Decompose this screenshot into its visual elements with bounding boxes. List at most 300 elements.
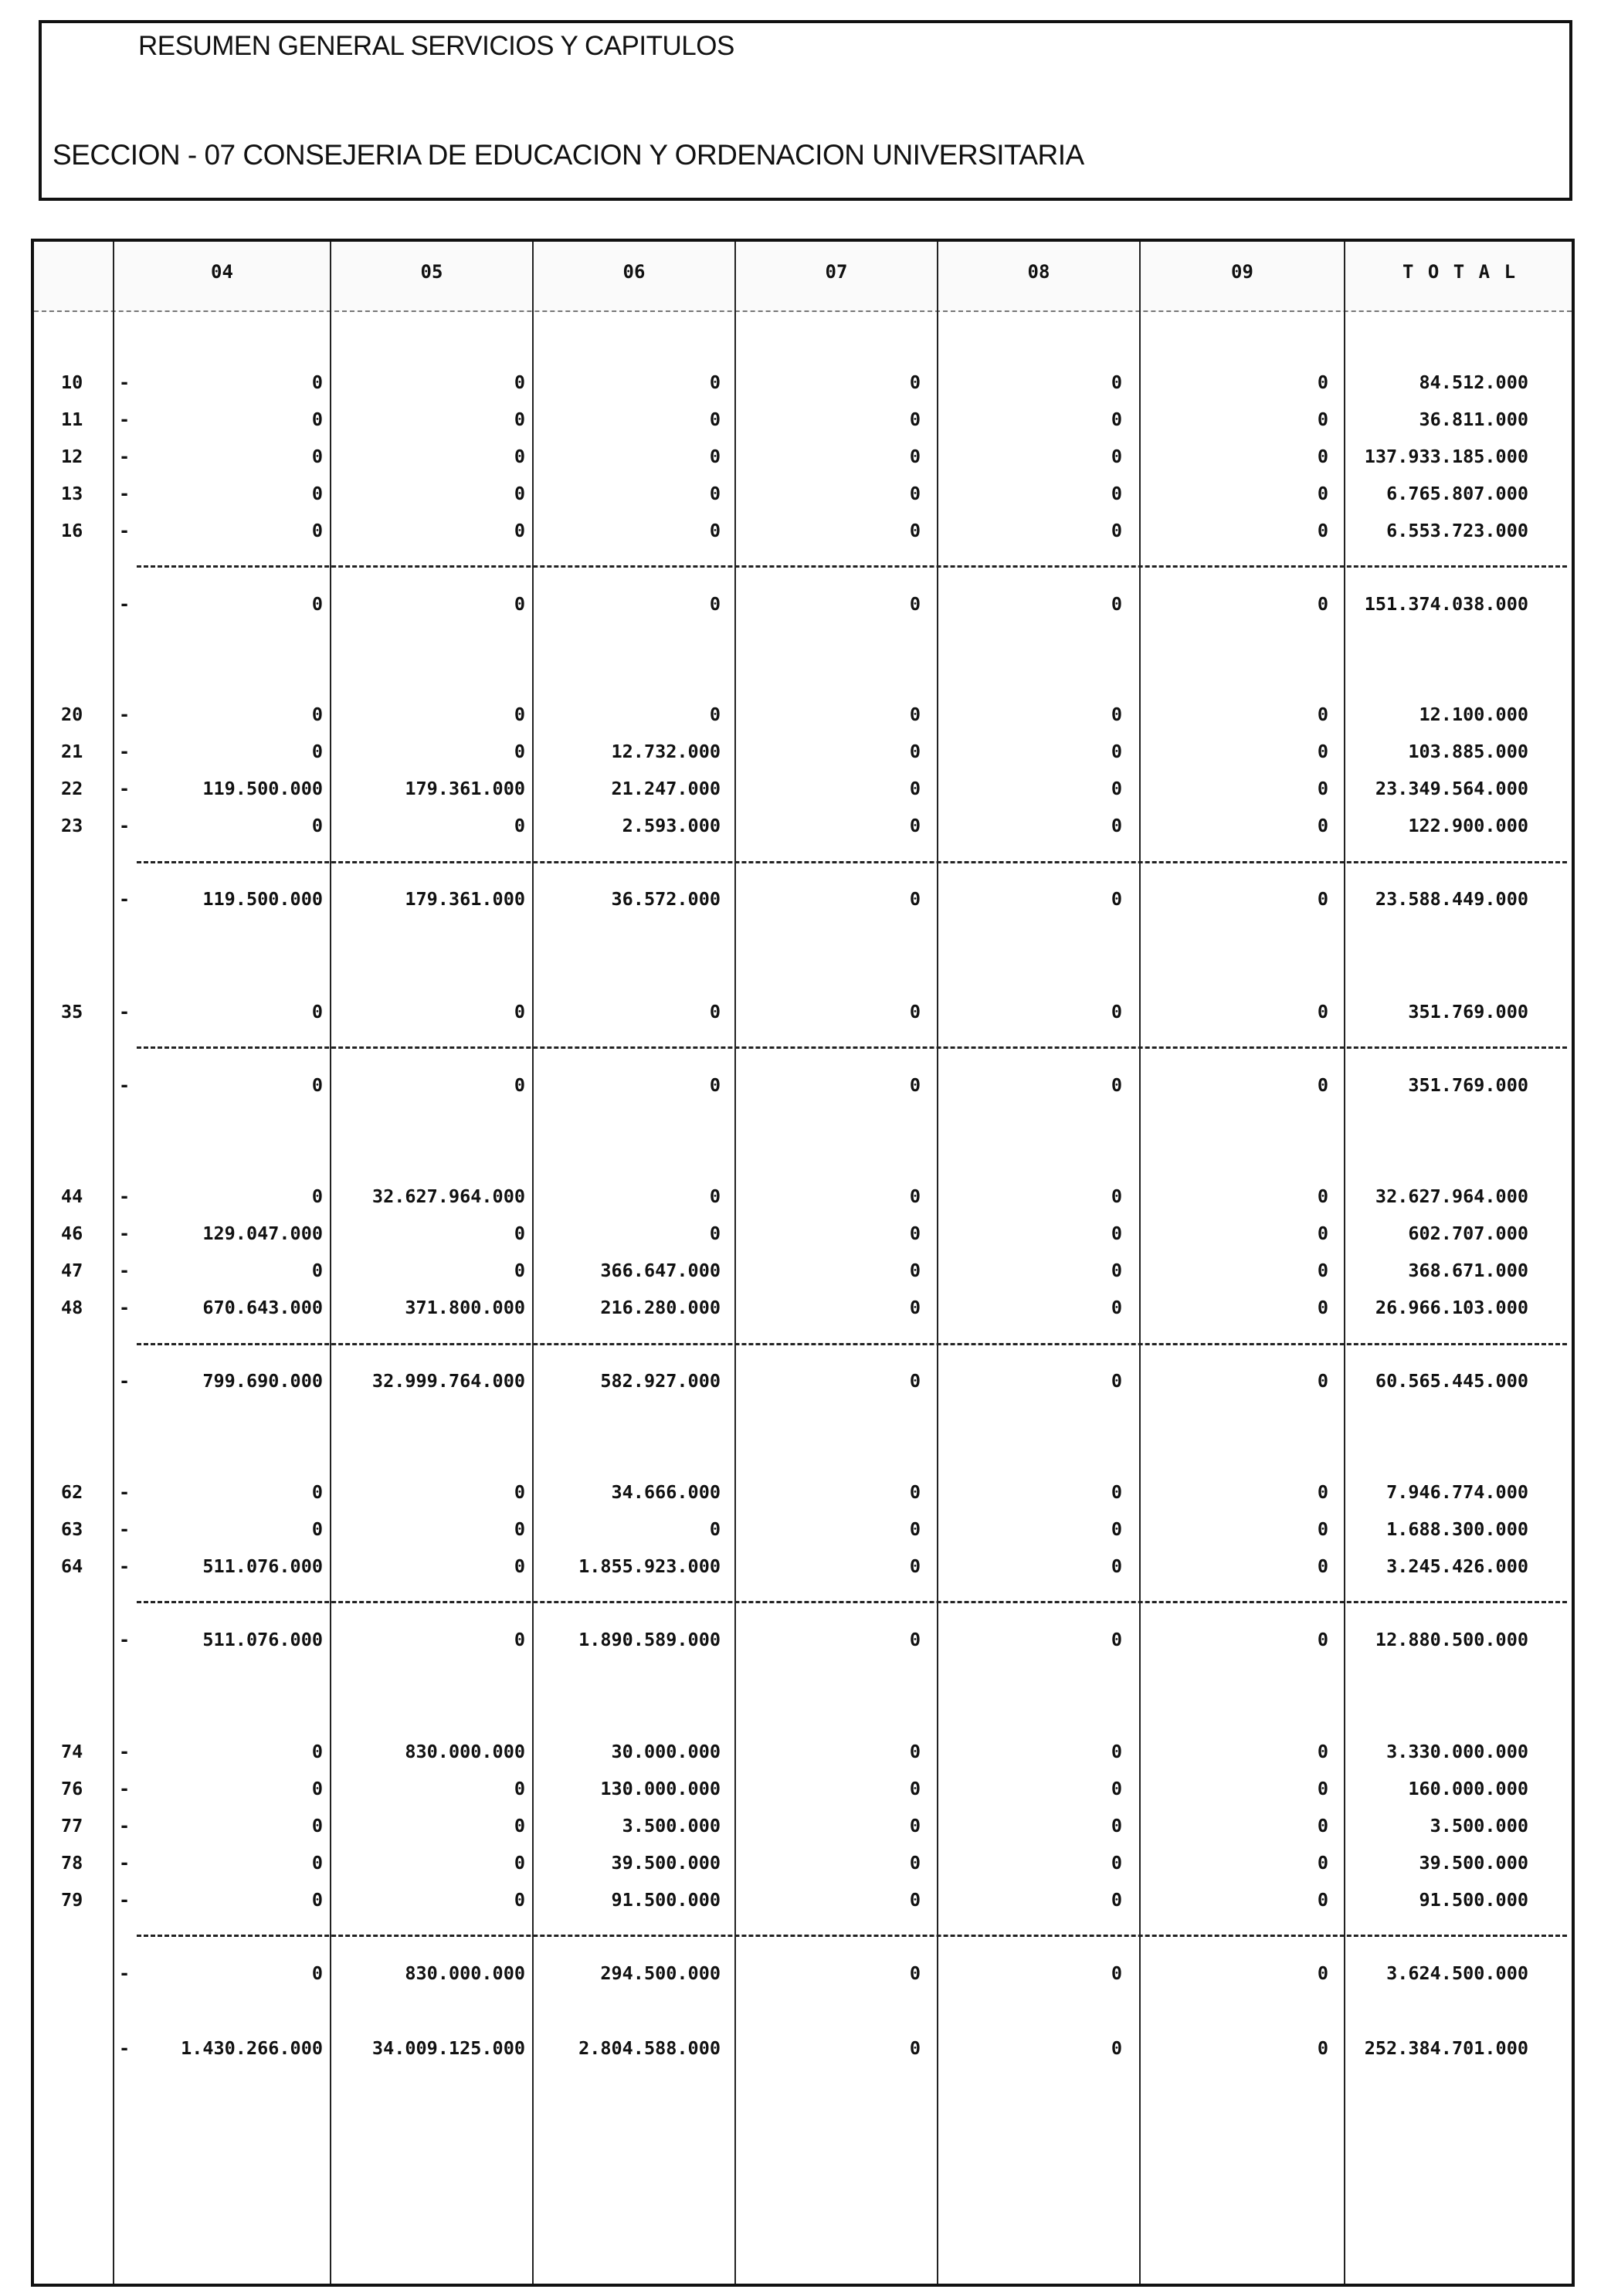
cell-value: 60.565.445.000 xyxy=(1375,1370,1528,1392)
cell-value: 0 xyxy=(1317,1629,1328,1650)
cell-value: 0 xyxy=(909,1001,921,1023)
table-row xyxy=(34,1512,1572,1546)
row-code: 22 xyxy=(61,778,83,799)
cell-value: 0 xyxy=(311,1001,323,1023)
row-code: 11 xyxy=(61,409,83,430)
table-row xyxy=(34,1290,1572,1324)
table-row xyxy=(34,402,1572,436)
cell-value: 602.707.000 xyxy=(1408,1223,1528,1244)
cell-value: 0 xyxy=(709,1001,721,1023)
cell-value: 0 xyxy=(1111,1297,1122,1318)
table-row xyxy=(34,1735,1572,1769)
cell-value: 0 xyxy=(1111,1518,1122,1540)
cell-value: 0 xyxy=(1317,593,1328,615)
row-dash: - xyxy=(119,1185,131,1207)
cell-value: 0 xyxy=(1317,1741,1328,1762)
subtotal-row xyxy=(34,587,1572,621)
row-code: 64 xyxy=(61,1555,83,1577)
cell-value: 0 xyxy=(311,815,323,836)
cell-value: 0 xyxy=(311,1815,323,1836)
cell-value: 0 xyxy=(909,371,921,393)
cell-value: 0 xyxy=(514,1260,525,1281)
cell-value: 0 xyxy=(1111,593,1122,615)
table-row xyxy=(34,1216,1572,1250)
cell-value: 830.000.000 xyxy=(405,1962,525,1984)
cell-value: 0 xyxy=(709,1518,721,1540)
cell-value: 0 xyxy=(514,1629,525,1650)
cell-value: 0 xyxy=(1111,1185,1122,1207)
cell-value: 0 xyxy=(909,1555,921,1577)
table-row xyxy=(34,1179,1572,1213)
cell-value: 0 xyxy=(1317,815,1328,836)
cell-value: 0 xyxy=(514,1852,525,1874)
cell-value: 0 xyxy=(1317,1370,1328,1392)
cell-value: 160.000.000 xyxy=(1408,1778,1528,1799)
table-row xyxy=(34,1475,1572,1509)
cell-value: 0 xyxy=(514,1555,525,1577)
row-dash: - xyxy=(119,1001,131,1023)
cell-value: 91.500.000 xyxy=(611,1889,721,1911)
table-row xyxy=(34,697,1572,731)
table-row xyxy=(34,439,1572,473)
cell-value: 351.769.000 xyxy=(1408,1074,1528,1096)
cell-value: 0 xyxy=(311,1962,323,1984)
row-code: 44 xyxy=(61,1185,83,1207)
cell-value: 0 xyxy=(311,1778,323,1799)
cell-value: 0 xyxy=(1111,1481,1122,1503)
cell-value: 0 xyxy=(909,2037,921,2059)
cell-value: 582.927.000 xyxy=(600,1370,721,1392)
table-row xyxy=(34,772,1572,805)
cell-value: 799.690.000 xyxy=(202,1370,323,1392)
cell-value: 0 xyxy=(514,409,525,430)
cell-value: 294.500.000 xyxy=(600,1962,721,1984)
row-code: 10 xyxy=(61,371,83,393)
table-row xyxy=(34,1809,1572,1843)
cell-value: 12.732.000 xyxy=(611,741,721,762)
cell-value: 34.666.000 xyxy=(611,1481,721,1503)
cell-value: 0 xyxy=(909,1481,921,1503)
cell-value: 0 xyxy=(514,1518,525,1540)
row-code: 47 xyxy=(61,1260,83,1281)
cell-value: 0 xyxy=(311,1481,323,1503)
cell-value: 0 xyxy=(709,1074,721,1096)
cell-value: 0 xyxy=(1111,1889,1122,1911)
row-code: 23 xyxy=(61,815,83,836)
column-header: 04 xyxy=(211,261,233,283)
row-dash: - xyxy=(119,446,131,467)
row-dash: - xyxy=(119,1741,131,1762)
subtotal-row xyxy=(34,2031,1572,2065)
cell-value: 0 xyxy=(1111,815,1122,836)
cell-value: 0 xyxy=(514,593,525,615)
cell-value: 0 xyxy=(1111,1260,1122,1281)
cell-value: 0 xyxy=(1111,1555,1122,1577)
cell-value: 0 xyxy=(909,483,921,504)
cell-value: 0 xyxy=(514,1223,525,1244)
cell-value: 0 xyxy=(909,741,921,762)
cell-value: 368.671.000 xyxy=(1408,1260,1528,1281)
cell-value: 0 xyxy=(1111,1852,1122,1874)
cell-value: 0 xyxy=(909,888,921,910)
cell-value: 0 xyxy=(311,1852,323,1874)
cell-value: 0 xyxy=(909,815,921,836)
subtotal-separator xyxy=(137,1935,1567,1937)
cell-value: 0 xyxy=(909,1962,921,1984)
cell-value: 0 xyxy=(311,371,323,393)
subtotal-separator xyxy=(137,1046,1567,1049)
cell-value: 1.688.300.000 xyxy=(1386,1518,1528,1540)
row-code: 63 xyxy=(61,1518,83,1540)
row-dash: - xyxy=(119,1074,131,1096)
cell-value: 0 xyxy=(909,1852,921,1874)
cell-value: 12.100.000 xyxy=(1419,704,1528,725)
cell-value: 0 xyxy=(311,593,323,615)
table-row xyxy=(34,734,1572,768)
subtotal-separator xyxy=(137,565,1567,568)
cell-value: 36.811.000 xyxy=(1419,409,1528,430)
cell-value: 371.800.000 xyxy=(405,1297,525,1318)
cell-value: 0 xyxy=(311,483,323,504)
cell-value: 3.500.000 xyxy=(1430,1815,1528,1836)
row-dash: - xyxy=(119,1370,131,1392)
cell-value: 511.076.000 xyxy=(202,1629,323,1650)
cell-value: 0 xyxy=(1317,741,1328,762)
row-dash: - xyxy=(119,1852,131,1874)
row-dash: - xyxy=(119,1260,131,1281)
cell-value: 0 xyxy=(311,446,323,467)
section-title: SECCION - 07 CONSEJERIA DE EDUCACION Y ORDENACION UNIVERSITARIA xyxy=(53,139,1084,171)
cell-value: 122.900.000 xyxy=(1408,815,1528,836)
cell-value: 0 xyxy=(1317,1889,1328,1911)
row-code: 35 xyxy=(61,1001,83,1023)
row-dash: - xyxy=(119,1815,131,1836)
cell-value: 0 xyxy=(311,741,323,762)
cell-value: 0 xyxy=(909,409,921,430)
cell-value: 0 xyxy=(1111,1629,1122,1650)
cell-value: 0 xyxy=(1317,1778,1328,1799)
subtotal-row xyxy=(34,882,1572,916)
cell-value: 3.500.000 xyxy=(622,1815,721,1836)
subtotal-separator xyxy=(137,1601,1567,1603)
row-code: 20 xyxy=(61,704,83,725)
row-dash: - xyxy=(119,815,131,836)
cell-value: 0 xyxy=(311,1260,323,1281)
cell-value: 0 xyxy=(909,1741,921,1762)
cell-value: 6.765.807.000 xyxy=(1386,483,1528,504)
row-code: 13 xyxy=(61,483,83,504)
cell-value: 252.384.701.000 xyxy=(1364,2037,1528,2059)
cell-value: 26.966.103.000 xyxy=(1375,1297,1528,1318)
cell-value: 0 xyxy=(1317,1852,1328,1874)
cell-value: 151.374.038.000 xyxy=(1364,593,1528,615)
cell-value: 0 xyxy=(909,446,921,467)
row-dash: - xyxy=(119,520,131,541)
cell-value: 0 xyxy=(709,371,721,393)
cell-value: 0 xyxy=(909,520,921,541)
cell-value: 0 xyxy=(1317,1297,1328,1318)
cell-value: 0 xyxy=(709,409,721,430)
cell-value: 0 xyxy=(514,371,525,393)
cell-value: 0 xyxy=(514,1481,525,1503)
cell-value: 0 xyxy=(1317,1481,1328,1503)
cell-value: 0 xyxy=(1317,1260,1328,1281)
cell-value: 84.512.000 xyxy=(1419,371,1528,393)
cell-value: 0 xyxy=(1111,1223,1122,1244)
table-row xyxy=(34,1772,1572,1806)
column-header: 08 xyxy=(1027,261,1050,283)
cell-value: 6.553.723.000 xyxy=(1386,520,1528,541)
row-dash: - xyxy=(119,371,131,393)
cell-value: 137.933.185.000 xyxy=(1364,446,1528,467)
row-dash: - xyxy=(119,888,131,910)
cell-value: 0 xyxy=(1111,778,1122,799)
row-code: 76 xyxy=(61,1778,83,1799)
row-code: 77 xyxy=(61,1815,83,1836)
column-header: 07 xyxy=(825,261,848,283)
table-row xyxy=(34,365,1572,399)
cell-value: 0 xyxy=(514,520,525,541)
cell-value: 0 xyxy=(709,446,721,467)
cell-value: 0 xyxy=(1317,371,1328,393)
cell-value: 0 xyxy=(514,815,525,836)
cell-value: 2.593.000 xyxy=(622,815,721,836)
cell-value: 0 xyxy=(709,520,721,541)
cell-value: 0 xyxy=(1111,1370,1122,1392)
subtotal-row xyxy=(34,1364,1572,1398)
subtotal-separator xyxy=(137,861,1567,863)
cell-value: 0 xyxy=(1317,1555,1328,1577)
cell-value: 0 xyxy=(514,1778,525,1799)
row-code: 16 xyxy=(61,520,83,541)
cell-value: 0 xyxy=(311,1074,323,1096)
cell-value: 23.588.449.000 xyxy=(1375,888,1528,910)
cell-value: 23.349.564.000 xyxy=(1375,778,1528,799)
cell-value: 39.500.000 xyxy=(611,1852,721,1874)
cell-value: 32.999.764.000 xyxy=(371,1370,525,1392)
row-code: 48 xyxy=(61,1297,83,1318)
cell-value: 830.000.000 xyxy=(405,1741,525,1762)
cell-value: 0 xyxy=(909,1297,921,1318)
cell-value: 0 xyxy=(1111,520,1122,541)
cell-value: 0 xyxy=(1111,1001,1122,1023)
cell-value: 91.500.000 xyxy=(1419,1889,1528,1911)
table-row xyxy=(34,1549,1572,1583)
row-dash: - xyxy=(119,1889,131,1911)
cell-value: 0 xyxy=(1111,409,1122,430)
cell-value: 0 xyxy=(709,483,721,504)
cell-value: 0 xyxy=(514,1815,525,1836)
cell-value: 670.643.000 xyxy=(202,1297,323,1318)
cell-value: 0 xyxy=(1317,1001,1328,1023)
row-code: 79 xyxy=(61,1889,83,1911)
cell-value: 0 xyxy=(1317,1223,1328,1244)
table-row xyxy=(34,476,1572,510)
cell-value: 0 xyxy=(1317,1074,1328,1096)
cell-value: 179.361.000 xyxy=(405,778,525,799)
cell-value: 0 xyxy=(909,1629,921,1650)
table-row xyxy=(34,1253,1572,1287)
cell-value: 0 xyxy=(909,1185,921,1207)
cell-value: 0 xyxy=(311,1741,323,1762)
row-code: 46 xyxy=(61,1223,83,1244)
table-row xyxy=(34,514,1572,548)
cell-value: 0 xyxy=(311,1185,323,1207)
cell-value: 21.247.000 xyxy=(611,778,721,799)
cell-value: 119.500.000 xyxy=(202,888,323,910)
cell-value: 0 xyxy=(1111,2037,1122,2059)
cell-value: 351.769.000 xyxy=(1408,1001,1528,1023)
cell-value: 7.946.774.000 xyxy=(1386,1481,1528,1503)
column-header: 05 xyxy=(420,261,443,283)
cell-value: 0 xyxy=(1317,704,1328,725)
cell-value: 1.890.589.000 xyxy=(578,1629,721,1650)
table-row xyxy=(34,995,1572,1029)
row-dash: - xyxy=(119,1778,131,1799)
cell-value: 1.855.923.000 xyxy=(578,1555,721,1577)
cell-value: 0 xyxy=(1111,1778,1122,1799)
cell-value: 0 xyxy=(1111,483,1122,504)
cell-value: 0 xyxy=(909,1223,921,1244)
cell-value: 103.885.000 xyxy=(1408,741,1528,762)
cell-value: 36.572.000 xyxy=(611,888,721,910)
cell-value: 0 xyxy=(1317,1962,1328,1984)
cell-value: 0 xyxy=(514,704,525,725)
cell-value: 0 xyxy=(514,1889,525,1911)
row-dash: - xyxy=(119,741,131,762)
row-dash: - xyxy=(119,1481,131,1503)
cell-value: 0 xyxy=(709,704,721,725)
cell-value: 12.880.500.000 xyxy=(1375,1629,1528,1650)
cell-value: 119.500.000 xyxy=(202,778,323,799)
subtotal-row xyxy=(34,1956,1572,1990)
cell-value: 366.647.000 xyxy=(600,1260,721,1281)
table-row xyxy=(34,809,1572,843)
cell-value: 3.330.000.000 xyxy=(1386,1741,1528,1762)
cell-value: 3.245.426.000 xyxy=(1386,1555,1528,1577)
cell-value: 0 xyxy=(1111,446,1122,467)
cell-value: 0 xyxy=(1317,446,1328,467)
cell-value: 0 xyxy=(311,704,323,725)
cell-value: 0 xyxy=(1111,1741,1122,1762)
cell-value: 0 xyxy=(909,704,921,725)
cell-value: 0 xyxy=(909,1260,921,1281)
row-dash: - xyxy=(119,409,131,430)
cell-value: 32.627.964.000 xyxy=(1375,1185,1528,1207)
cell-value: 0 xyxy=(514,1074,525,1096)
cell-value: 0 xyxy=(1111,1074,1122,1096)
cell-value: 0 xyxy=(1317,483,1328,504)
cell-value: 0 xyxy=(514,483,525,504)
row-dash: - xyxy=(119,1297,131,1318)
row-dash: - xyxy=(119,1962,131,1984)
subtotal-row xyxy=(34,1068,1572,1102)
cell-value: 0 xyxy=(709,593,721,615)
cell-value: 34.009.125.000 xyxy=(371,2037,525,2059)
cell-value: 0 xyxy=(514,1001,525,1023)
cell-value: 0 xyxy=(1317,1185,1328,1207)
column-header: 06 xyxy=(622,261,646,283)
cell-value: 30.000.000 xyxy=(611,1741,721,1762)
cell-value: 0 xyxy=(1111,371,1122,393)
cell-value: 511.076.000 xyxy=(202,1555,323,1577)
cell-value: 0 xyxy=(311,1889,323,1911)
cell-value: 179.361.000 xyxy=(405,888,525,910)
subtotal-separator xyxy=(137,1343,1567,1345)
column-header: T O T A L xyxy=(1402,261,1518,283)
row-dash: - xyxy=(119,2037,131,2059)
row-dash: - xyxy=(119,778,131,799)
row-dash: - xyxy=(119,1629,131,1650)
cell-value: 0 xyxy=(909,593,921,615)
cell-value: 0 xyxy=(1317,2037,1328,2059)
row-code: 12 xyxy=(61,446,83,467)
cell-value: 0 xyxy=(1111,1962,1122,1984)
cell-value: 0 xyxy=(909,1778,921,1799)
cell-value: 0 xyxy=(909,778,921,799)
cell-value: 3.624.500.000 xyxy=(1386,1962,1528,1984)
table-row xyxy=(34,1883,1572,1917)
cell-value: 0 xyxy=(1317,520,1328,541)
cell-value: 39.500.000 xyxy=(1419,1852,1528,1874)
cell-value: 0 xyxy=(909,1370,921,1392)
column-header: 09 xyxy=(1231,261,1253,283)
subtotal-row xyxy=(34,1623,1572,1657)
cell-value: 0 xyxy=(1111,741,1122,762)
cell-value: 0 xyxy=(909,1889,921,1911)
cell-value: 0 xyxy=(514,741,525,762)
cell-value: 32.627.964.000 xyxy=(371,1185,525,1207)
cell-value: 0 xyxy=(1111,704,1122,725)
row-dash: - xyxy=(119,1555,131,1577)
cell-value: 0 xyxy=(1317,409,1328,430)
cell-value: 0 xyxy=(909,1074,921,1096)
row-code: 78 xyxy=(61,1852,83,1874)
cell-value: 0 xyxy=(1111,1815,1122,1836)
cell-value: 0 xyxy=(1111,888,1122,910)
row-dash: - xyxy=(119,704,131,725)
row-dash: - xyxy=(119,1223,131,1244)
cell-value: 0 xyxy=(311,520,323,541)
report-header xyxy=(39,20,1572,201)
cell-value: 2.804.588.000 xyxy=(578,2037,721,2059)
cell-value: 216.280.000 xyxy=(600,1297,721,1318)
row-dash: - xyxy=(119,593,131,615)
budget-table xyxy=(31,239,1575,2287)
cell-value: 0 xyxy=(514,446,525,467)
table-row xyxy=(34,1846,1572,1880)
row-dash: - xyxy=(119,1518,131,1540)
cell-value: 0 xyxy=(709,1223,721,1244)
cell-value: 0 xyxy=(909,1815,921,1836)
cell-value: 1.430.266.000 xyxy=(181,2037,323,2059)
cell-value: 129.047.000 xyxy=(202,1223,323,1244)
cell-value: 0 xyxy=(1317,778,1328,799)
cell-value: 0 xyxy=(1317,1815,1328,1836)
row-code: 74 xyxy=(61,1741,83,1762)
cell-value: 0 xyxy=(311,409,323,430)
cell-value: 0 xyxy=(1317,1518,1328,1540)
cell-value: 0 xyxy=(709,1185,721,1207)
cell-value: 0 xyxy=(1317,888,1328,910)
row-code: 62 xyxy=(61,1481,83,1503)
cell-value: 0 xyxy=(909,1518,921,1540)
report-title: RESUMEN GENERAL SERVICIOS Y CAPITULOS xyxy=(138,31,734,61)
cell-value: 0 xyxy=(311,1518,323,1540)
row-dash: - xyxy=(119,483,131,504)
cell-value: 130.000.000 xyxy=(600,1778,721,1799)
row-code: 21 xyxy=(61,741,83,762)
